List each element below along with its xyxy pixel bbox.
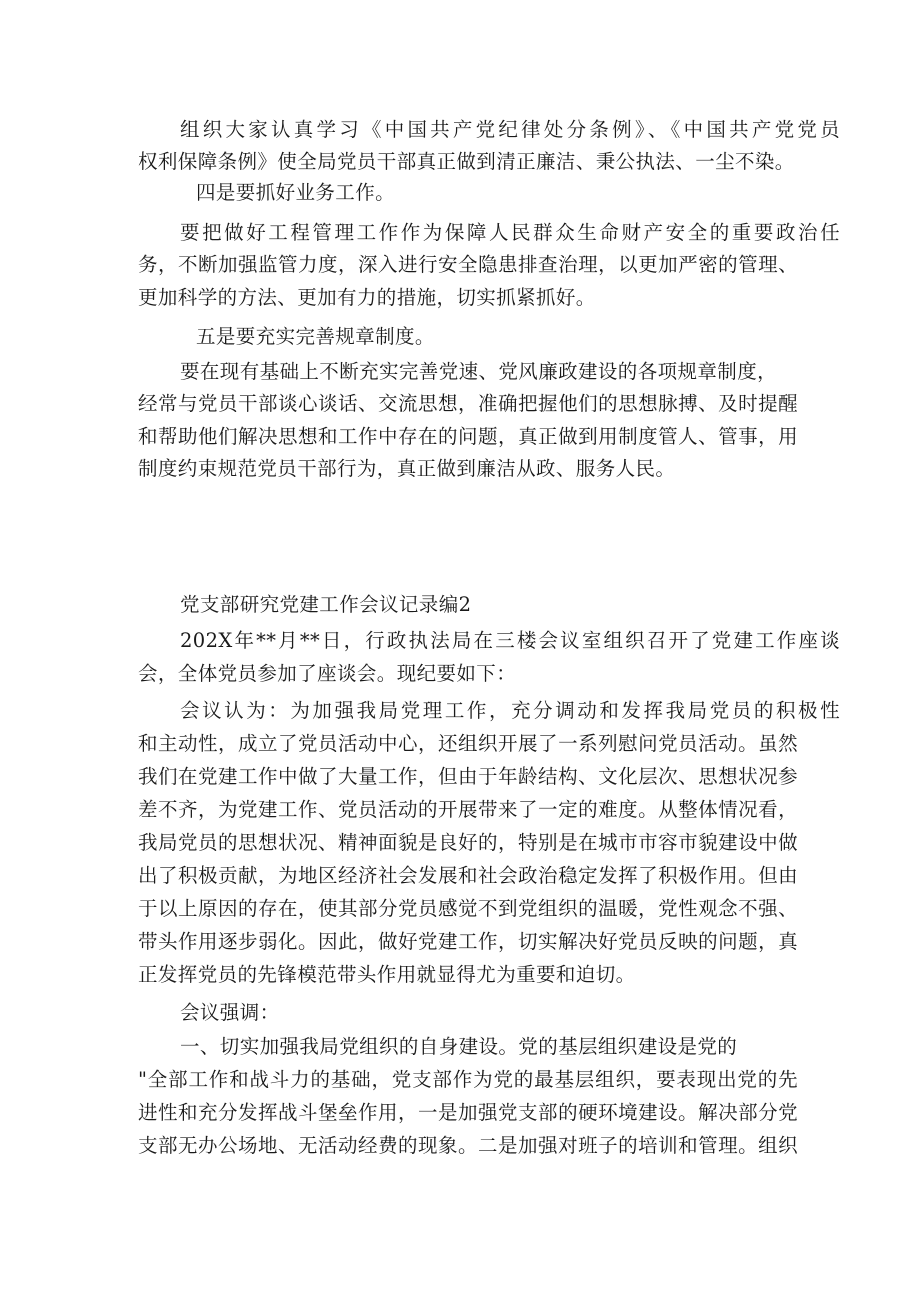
paragraph-line: 和主动性，成立了党员活动中心，还组织开展了一系列慰问党员活动。虽然 [138,732,798,755]
paragraph-line: 202X年**月**日，行政执法局在三楼会议室组织召开了党建工作座谈 [180,629,840,652]
paragraph-line: 带头作用逐步弱化。因此，做好党建工作，切实解决好党员反映的问题，真 [138,930,798,953]
paragraph-line: 务，不断加强监管力度，深入进行安全隐患排查治理，以更加严密的管理、 [138,253,798,276]
paragraph-line: 更加科学的方法、更加有力的措施，切实抓紧抓好。 [138,286,596,309]
paragraph-line: 出了积极贡献，为地区经济社会发展和社会政治稳定发挥了积极作用。但由 [138,864,798,887]
paragraph-line: 要把做好工程管理工作作为保障人民群众生命财产安全的重要政治任 [180,221,840,244]
paragraph-line: "全部工作和战斗力的基础，党支部作为党的最基层组织，要表现出党的先 [138,1068,798,1091]
paragraph-line: 于以上原因的存在，使其部分党员感觉不到党组织的温暖，党性观念不强、 [138,897,798,920]
paragraph-line: 权利保障条例》使全局党员干部真正做到清正廉洁、秉公执法、一尘不染。 [138,150,795,173]
paragraph-line: 要在现有基础上不断充实完善党速、党风廉政建设的各项规章制度， [180,360,778,383]
document-section-title: 党支部研究党建工作会议记录编2 [180,593,472,616]
paragraph-line: 我局党员的思想状况、精神面貌是良好的，特别是在城市市容市貌建设中做 [138,831,798,854]
paragraph-line: 进性和充分发挥战斗堡垒作用，一是加强党支部的硬环境建设。解决部分党 [138,1101,798,1124]
paragraph-line: 我们在党建工作中做了大量工作，但由于年龄结构、文化层次、思想状况参 [138,765,798,788]
paragraph-line: 一、切实加强我局党组织的自身建设。党的基层组织建设是党的 [180,1035,738,1058]
meeting-emphasis-label: 会议强调： [180,1001,280,1024]
paragraph-line: 会，全体党员参加了座谈会。现纪要如下： [138,662,517,685]
paragraph-line: 会议认为：为加强我局党理工作，充分调动和发挥我局党员的积极性 [180,699,840,722]
paragraph-line: 差不齐，为党建工作、党员活动的开展带来了一定的难度。从整体情况看， [138,798,798,821]
paragraph-line: 组织大家认真学习《中国共产党纪律处分条例》、《中国共产党党员 [180,118,840,141]
paragraph-line: 正发挥党员的先锋模范带头作用就显得尤为重要和迫切。 [138,963,636,986]
section-heading: 四是要抓好业务工作。 [196,181,396,204]
paragraph-line: 支部无办公场地、无活动经费的现象。二是加强对班子的培训和管理。组织 [138,1134,798,1157]
paragraph-line: 经常与党员干部谈心谈话、交流思想，准确把握他们的思想脉搏、及时提醒 [138,392,798,415]
section-heading: 五是要充实完善规章制度。 [196,325,435,348]
paragraph-line: 和帮助他们解决思想和工作中存在的问题，真正做到用制度管人、管事，用 [138,425,798,448]
paragraph-line: 制度约束规范党员干部行为，真正做到廉洁从政、服务人民。 [138,457,676,480]
